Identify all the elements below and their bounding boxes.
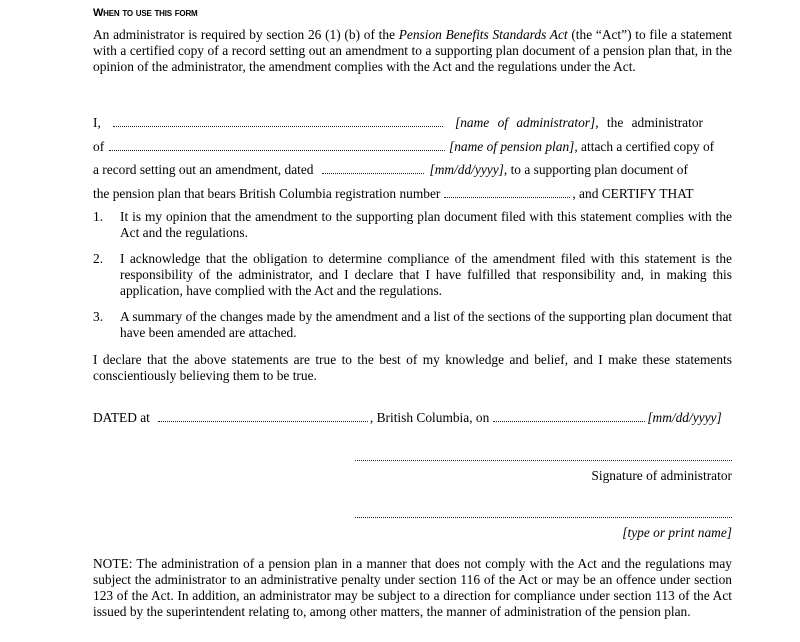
- signature-label: Signature of administrator: [591, 468, 732, 483]
- registration-number-line: [93, 186, 732, 202]
- declaration-paragraph: I declare that the above statements are true to the best of my knowledge and belief, and I make these statements conscientiously believing them to be true.: [93, 352, 732, 383]
- certification-item: [93, 251, 732, 299]
- intro-text: An administrator is required by section 26 (1) (b) of the: [93, 27, 399, 42]
- administrator-name-line: [93, 115, 732, 131]
- pension-plan-name-line: [93, 139, 732, 155]
- dated-location-field[interactable]: [158, 410, 368, 422]
- dated-middle: , British Columbia, on: [369, 410, 490, 425]
- signature-field[interactable]: [355, 458, 732, 461]
- item-number: 1.: [93, 209, 104, 224]
- line4-suffix: , and CERTIFY THAT: [572, 186, 694, 201]
- certification-list: [93, 209, 732, 351]
- section-heading: When to use this form: [93, 7, 198, 19]
- print-name-field[interactable]: [355, 515, 732, 518]
- note-paragraph: NOTE: The administration of a pension plan in a manner that does not comply with the Act and the regulations may subject the administrator to an administrative penalty under section 116 of the Act or may be an offence under section 123 of the Act. In addition, an administrator may be subject to a direction for compliance under section 113 of the Act issued by the superintendent relating to, among other matters, the manner of administration of the pension plan.: [93, 556, 732, 619]
- intro-paragraph: [93, 27, 732, 75]
- dated-line: [93, 410, 732, 426]
- registration-number-field[interactable]: [444, 186, 570, 198]
- amendment-date-line: [93, 162, 732, 178]
- item-text: I acknowledge that the obligation to determine compliance of the amendment filed with this statement is the responsibility of the administrator, and I declare that I have fulfilled that responsibility and, in making this application, have complied with the Act and the regulations.: [120, 251, 732, 298]
- certification-item: [93, 309, 732, 341]
- dated-prefix: DATED at: [93, 410, 150, 425]
- amendment-date-hint: [mm/dd/yyyy]: [429, 162, 504, 177]
- line2-prefix: of: [93, 139, 105, 154]
- item-number: 3.: [93, 309, 104, 324]
- dated-date-field[interactable]: [493, 410, 645, 422]
- line2-suffix: , attach a certified copy of: [574, 139, 715, 154]
- print-name-label: [type or print name]: [622, 525, 732, 540]
- act-name: Pension Benefits Standards Act: [398, 27, 568, 42]
- administrator-name-field[interactable]: [113, 115, 443, 127]
- amendment-date-field[interactable]: [322, 162, 424, 174]
- line4-prefix: the pension plan that bears British Columbia registration number: [93, 186, 441, 201]
- item-text: A summary of the changes made by the amendment and a list of the sections of the supporting plan document that have been amended are attached.: [120, 309, 732, 340]
- pension-plan-name-hint: [name of pension plan]: [449, 139, 575, 154]
- pension-plan-name-field[interactable]: [109, 139, 445, 151]
- line1-prefix: I,: [93, 115, 101, 130]
- administrator-name-hint: [name of administrator]: [455, 115, 596, 130]
- dated-date-hint: [mm/dd/yyyy]: [647, 410, 722, 425]
- item-text: It is my opinion that the amendment to the supporting plan document filed with this statement complies with the Act and the regulations.: [120, 209, 732, 240]
- line3-suffix: , to a supporting plan document of: [503, 162, 688, 177]
- line1-suffix: , the administrator: [595, 115, 704, 130]
- intro-text-cont: (the “Act”) to file a statement with a certified copy of a record setting out an amendment to a supporting plan document of a pension plan that, in the opinion of the administrator, the amendment complies with the Act and the regulations under the Act.: [93, 27, 732, 74]
- certification-item: [93, 209, 732, 241]
- item-number: 2.: [93, 251, 104, 266]
- line3-prefix: a record setting out an amendment, dated: [93, 162, 314, 177]
